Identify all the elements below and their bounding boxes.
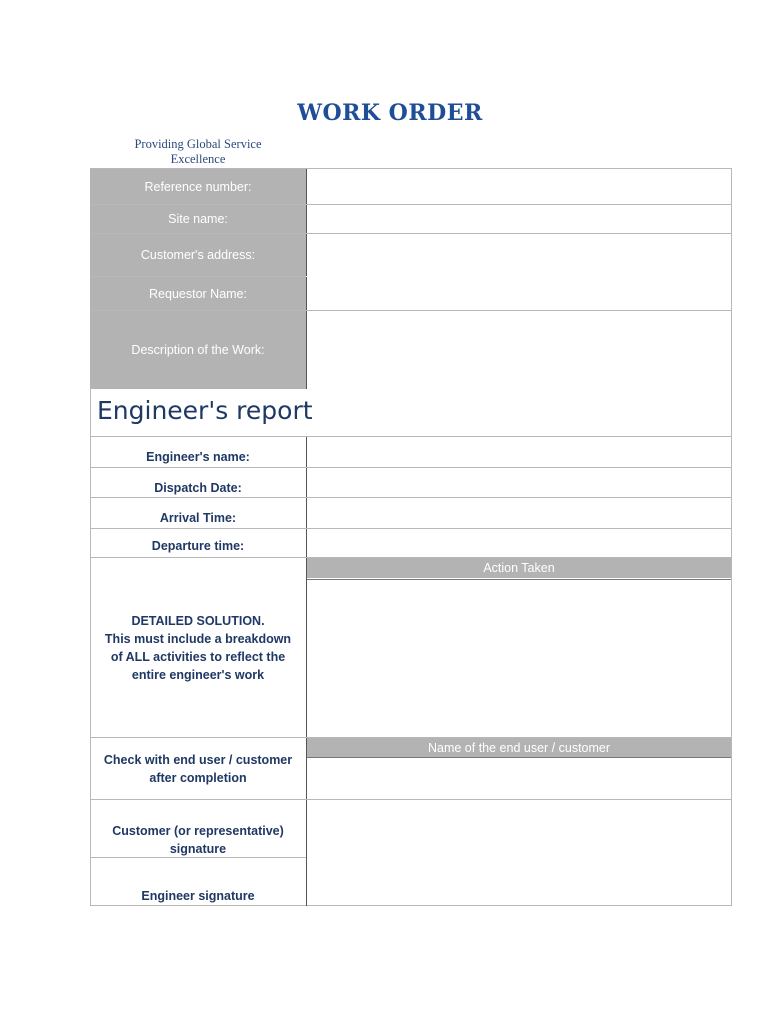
departure-time-row	[90, 529, 731, 557]
site-name-field[interactable]	[306, 205, 731, 233]
action-taken-field[interactable]	[307, 580, 731, 737]
detailed-solution-text: This must include a breakdown of ALL activities to reflect the entire engineer's work	[104, 632, 292, 682]
description-row	[90, 311, 731, 389]
table-bottom-border	[90, 905, 732, 906]
dispatch-date-field[interactable]	[306, 468, 731, 497]
arrival-time-field[interactable]	[306, 498, 731, 528]
reference-number-field[interactable]	[306, 169, 731, 204]
customer-address-field[interactable]	[306, 234, 731, 276]
dispatch-date-label: Dispatch Date:	[154, 480, 242, 495]
end-user-name-field[interactable]	[307, 758, 731, 799]
dispatch-date-row	[90, 468, 731, 497]
site-name-label: Site name:	[90, 205, 306, 233]
engineer-name-row	[90, 437, 731, 467]
page-title: WORK ORDER	[297, 100, 483, 126]
engineer-signature-label: Engineer signature	[141, 889, 255, 903]
description-label: Description of the Work:	[90, 311, 306, 389]
reference-number-row	[90, 169, 731, 204]
site-name-row	[90, 205, 731, 233]
engineers-report-heading: Engineer's report	[97, 396, 313, 425]
row-divider	[90, 857, 306, 858]
requestor-name-row	[90, 277, 731, 310]
table-right-border	[731, 168, 732, 906]
requestor-name-label: Requestor Name:	[90, 277, 306, 310]
customer-signature-label: Customer (or representative) signature	[112, 824, 284, 856]
engineer-name-label: Engineer's name:	[146, 450, 250, 464]
arrival-time-label: Arrival Time:	[159, 511, 237, 525]
description-field[interactable]	[306, 311, 731, 389]
check-end-user-label: Check with end user / customer after completion	[103, 753, 293, 785]
reference-number-label: Reference number:	[90, 169, 306, 204]
detailed-solution-label	[90, 612, 306, 684]
signature-field[interactable]	[307, 800, 731, 905]
customer-address-label: Customer's address:	[90, 234, 306, 276]
departure-time-field[interactable]	[306, 529, 731, 557]
end-user-name-header: Name of the end user / customer	[307, 738, 731, 758]
company-tagline: Providing Global Service Excellence	[134, 137, 262, 166]
requestor-name-field[interactable]	[306, 277, 731, 310]
departure-time-label: Departure time:	[151, 539, 245, 553]
detailed-solution-title: DETAILED SOLUTION.	[131, 614, 265, 628]
action-taken-header: Action Taken	[307, 558, 731, 578]
engineer-name-field[interactable]	[306, 437, 731, 467]
customer-address-row	[90, 234, 731, 276]
arrival-time-row	[90, 498, 731, 528]
